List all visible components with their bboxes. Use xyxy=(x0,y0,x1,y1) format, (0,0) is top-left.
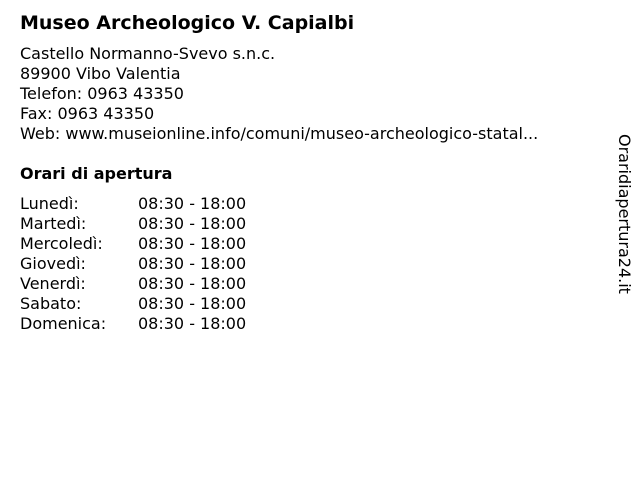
time-range: 08:30 - 18:00 xyxy=(138,214,247,233)
site-brand-text: Oraridiapertura24.it xyxy=(615,134,634,294)
hours-row-tuesday xyxy=(20,214,246,234)
day-label: Venerdì: xyxy=(20,274,86,293)
day-label: Sabato: xyxy=(20,294,82,313)
day-label: Martedì: xyxy=(20,214,87,233)
time-range: 08:30 - 18:00 xyxy=(138,274,247,293)
hours-row-saturday xyxy=(20,294,246,314)
hours-row-monday xyxy=(20,194,246,214)
contact-info xyxy=(20,44,590,144)
fax-number: Fax: 0963 43350 xyxy=(20,104,155,123)
opening-hours-table xyxy=(20,194,246,334)
address-line-1: Castello Normanno-Svevo s.n.c. xyxy=(20,44,276,63)
hours-row-thursday xyxy=(20,254,246,274)
opening-hours-title: Orari di apertura xyxy=(20,164,173,183)
day-label: Lunedì: xyxy=(20,194,79,213)
time-range: 08:30 - 18:00 xyxy=(138,194,247,213)
time-range: 08:30 - 18:00 xyxy=(138,314,247,333)
hours-row-sunday xyxy=(20,314,246,334)
hours-row-friday xyxy=(20,274,246,294)
phone-number: Telefon: 0963 43350 xyxy=(20,84,184,103)
hours-row-wednesday xyxy=(20,234,246,254)
time-range: 08:30 - 18:00 xyxy=(138,294,247,313)
address-line-2: 89900 Vibo Valentia xyxy=(20,64,181,83)
day-label: Domenica: xyxy=(20,314,107,333)
museum-name: Museo Archeologico V. Capialbi xyxy=(20,12,355,34)
time-range: 08:30 - 18:00 xyxy=(138,234,247,253)
day-label: Mercoledì: xyxy=(20,234,103,253)
time-range: 08:30 - 18:00 xyxy=(138,254,247,273)
day-label: Giovedì: xyxy=(20,254,86,273)
website-link[interactable]: Web: www.museionline.info/comuni/museo-archeologico-statal... xyxy=(20,124,539,143)
